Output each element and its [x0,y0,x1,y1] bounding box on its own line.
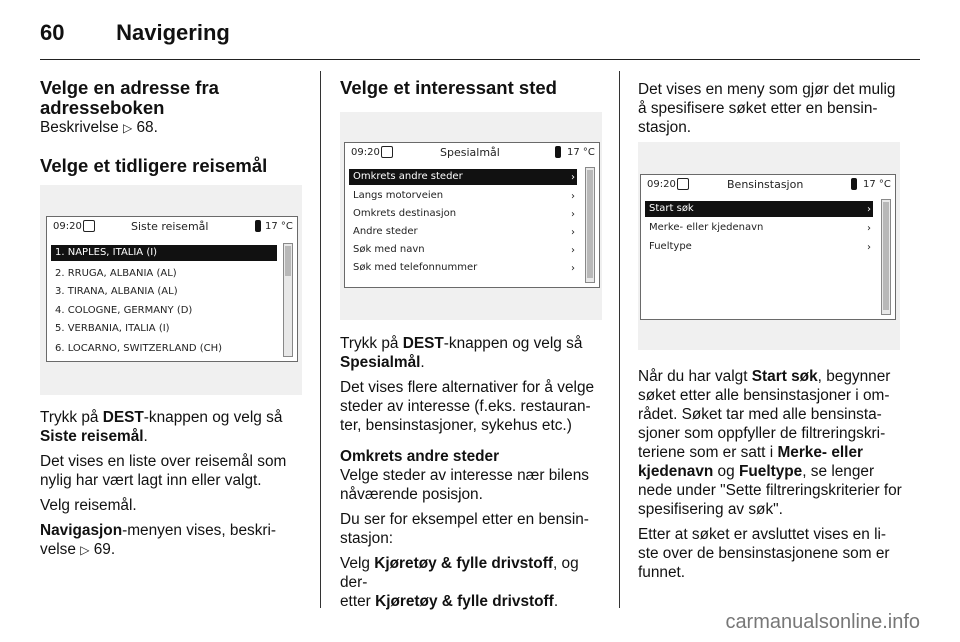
list-item[interactable]: 5. VERBANIA, ITALIA (I) [55,323,170,334]
screen-time: 09:20 [351,147,380,158]
column-2-body [340,334,605,617]
page-number: 60 [40,20,65,45]
arrow-right-icon: ▷ [122,121,133,135]
paragraph: Det vises flere alternativer for å velge steder av interesse (f.eks. restauran-ter, bensinstasjoner, sykehus etc.) [340,379,595,434]
screen-special-destinations [344,142,600,288]
list-item[interactable]: 6. LOCARNO, SWITZERLAND (CH) [55,343,223,354]
list-item[interactable]: 1. NAPLES, ITALIA (I) [51,245,277,261]
column-3-body [638,367,906,588]
list-item[interactable]: Omkrets destinasjon [353,208,457,219]
chevron-right-icon: › [571,227,575,238]
paragraph: Velg reisemål. [40,497,137,514]
screen-temperature: 17 °C [265,221,293,232]
screen-title: Siste reisemål [131,220,209,233]
list-item[interactable]: Omkrets andre steder [349,169,577,185]
clock-icon [677,178,689,190]
page-header [40,20,230,46]
description-ref: Beskrivelse ▷ 68. [40,119,158,136]
watermark: carmanualsonline.info [725,611,920,633]
header-rule [40,59,920,60]
paragraph: Velge steder av interesse nær bilens nåværende posisjon. [340,467,589,503]
list-item[interactable]: Søk med telefonnummer [353,262,478,273]
screen-panel-3 [638,142,900,350]
page-title: Navigering [116,20,230,45]
chevron-right-icon: › [571,245,575,256]
list-item[interactable]: 2. RRUGA, ALBANIA (AL) [55,268,177,279]
chevron-right-icon: › [571,172,575,183]
list-item[interactable]: Søk med navn [353,244,425,255]
screen-title: Bensinstasjon [727,178,804,191]
paragraph: Trykk på DEST-knappen og velg så Siste reisemål. [40,409,283,445]
column-divider-2 [619,71,620,608]
paragraph: Når du har valgt Start søk, begynner søket etter alle bensinstasjoner i om-rådet. Søket tar med alle bensinsta-sjoner som oppfyller de filtreringskri-teriene som er satt i Merke- eller kjedenavn og Fueltype, se lenger nede under "Sette filtreringskriterier for spesifisering av søk". [638,368,902,518]
screen-panel-1 [40,185,302,395]
screen-temperature: 17 °C [567,147,595,158]
column-3 [638,80,903,143]
scrollbar-thumb[interactable] [587,170,593,278]
column-divider-1 [320,71,321,608]
column-1-body [40,408,305,566]
arrow-right-icon: ▷ [80,543,90,557]
scrollbar-thumb[interactable] [285,246,291,276]
screen-time: 09:20 [53,221,82,232]
thermometer-icon [851,178,857,190]
thermometer-icon [255,220,261,232]
chevron-right-icon: › [867,223,871,234]
paragraph: Trykk på DEST-knappen og velg så Spesialmål. [340,335,583,371]
subheading-nearby: Omkrets andre steder [340,448,500,465]
paragraph: Du ser for eksempel etter en bensin-stasjon: [340,511,589,547]
scrollbar[interactable] [283,243,293,357]
clock-icon [83,220,95,232]
screen-temperature: 17 °C [863,179,891,190]
list-item[interactable]: Merke- eller kjedenavn [649,222,764,233]
scrollbar-thumb[interactable] [883,202,889,310]
screen-time: 09:20 [647,179,676,190]
screen-panel-2 [340,112,602,320]
list-item[interactable]: Andre steder [353,226,418,237]
list-item[interactable]: Fueltype [649,241,692,252]
column-2 [340,78,605,98]
heading-point-of-interest: Velge et interessant sted [340,77,557,98]
list-item[interactable]: 4. COLOGNE, GERMANY (D) [55,305,193,316]
scrollbar[interactable] [585,167,595,283]
clock-icon [381,146,393,158]
scrollbar[interactable] [881,199,891,315]
paragraph: Navigasjon-menyen vises, beskri- velse ▷ 69. [40,522,277,558]
column-1 [40,78,305,176]
chevron-right-icon: › [867,204,871,215]
heading-address-book: Velge en adresse fra adresseboken [40,77,219,118]
paragraph: Etter at søket er avsluttet vises en li-ste over de bensinstasjonene som er funnet. [638,526,890,581]
chevron-right-icon: › [867,242,871,253]
list-item[interactable]: 3. TIRANA, ALBANIA (AL) [55,286,178,297]
screen-title: Spesialmål [440,146,500,159]
screen-status-bar [47,217,297,236]
chevron-right-icon: › [571,209,575,220]
chevron-right-icon: › [571,191,575,202]
thermometer-icon [555,146,561,158]
chevron-right-icon: › [571,263,575,274]
screen-recent-destinations [46,216,298,362]
screen-fuel-station [640,174,896,320]
heading-previous-destination: Velge et tidligere reisemål [40,155,268,176]
paragraph: Velg Kjøretøy & fylle drivstoff, og der- etter Kjøretøy & fylle drivstoff. [340,555,579,610]
paragraph: Det vises en liste over reisemål som nylig har vært lagt inn eller valgt. [40,453,287,489]
list-item[interactable]: Start søk [645,201,873,217]
paragraph: Det vises en meny som gjør det mulig å spesifisere søket etter en bensin-stasjon. [638,81,896,136]
list-item[interactable]: Langs motorveien [353,190,444,201]
